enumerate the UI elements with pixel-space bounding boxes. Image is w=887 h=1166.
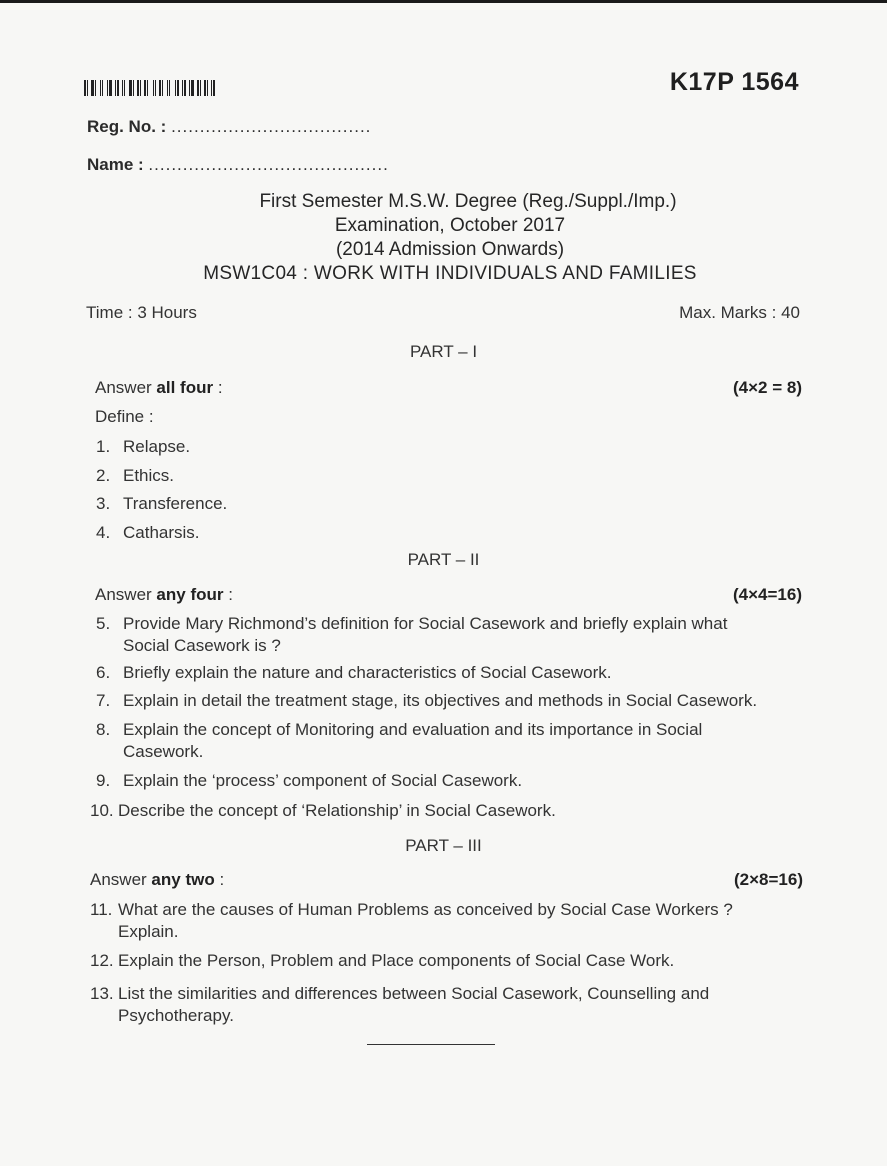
define-label: Define : [95,407,154,426]
end-rule [367,1044,495,1045]
question-number: 7. [96,691,111,710]
instruction-suffix: : [223,585,233,604]
title-line-2: Examination, October 2017 [334,215,566,236]
question-number: 9. [96,771,111,790]
part-2-marks: (4×4=16) [733,585,802,604]
question-text: What are the causes of Human Problems as conceived by Social Case Workers ? Explain. [118,900,733,941]
question-text: Describe the concept of ‘Relationship’ in Social Casework. [118,801,556,820]
question-8 [96,719,776,763]
paper-code: K17P 1564 [669,68,799,96]
question-text: Ethics. [123,466,175,485]
part-1-marks: (4×2 = 8) [733,378,802,397]
part-3-instruction-text [90,870,224,890]
name-field [87,155,389,175]
part-3-instruction [90,870,803,890]
instruction-bold: any two [151,870,215,889]
instruction-prefix: Answer [90,870,152,889]
part-3-heading: PART – III [405,836,482,855]
scan-edge [0,0,887,3]
question-number: 13. [90,984,114,1003]
barcode-icon [84,80,246,96]
question-number: 5. [96,614,111,633]
exam-meta [86,303,800,323]
question-10 [90,800,776,822]
part-3-marks: (2×8=16) [734,870,803,889]
name-label: Name : [87,155,144,174]
instruction-bold: any four [156,585,224,604]
question-text: Relapse. [123,437,191,456]
question-text: Transference. [123,494,228,513]
question-9 [96,770,776,792]
question-text: Catharsis. [123,523,200,542]
question-12 [90,950,776,972]
question-number: 8. [96,720,111,739]
question-number: 2. [96,466,111,485]
time-label: Time : 3 Hours [86,303,197,322]
reg-no-field [87,117,371,137]
max-marks-label: Max. Marks : 40 [679,303,800,322]
question-number: 6. [96,663,111,682]
question-text: Explain in detail the treatment stage, its objectives and methods in Social Casework. [123,691,758,710]
part-2-instruction-text [95,585,233,605]
question-number: 12. [90,951,114,970]
reg-no-dots: ................................... [171,117,372,136]
question-text: Explain the Person, Problem and Place components of Social Case Work. [118,951,675,970]
exam-title [120,190,780,286]
question-text: Explain the concept of Monitoring and evaluation and its importance in Social Casework. [123,720,703,761]
question-text: List the similarities and differences between Social Casework, Counselling and Psychotherapy. [118,984,710,1025]
instruction-suffix: : [213,378,223,397]
question-13 [90,983,776,1027]
part-1-instruction-text [95,378,223,398]
instruction-suffix: : [214,870,225,889]
question-3 [96,493,776,515]
part-1-heading: PART – I [409,342,478,361]
question-2 [96,465,776,487]
reg-no-label: Reg. No. : [87,117,167,136]
question-1 [96,436,776,458]
question-4 [96,522,776,544]
question-number: 3. [96,494,111,513]
question-text: Briefly explain the nature and characteristics of Social Casework. [123,663,612,682]
instruction-bold: all four [156,378,214,397]
question-5 [96,613,776,657]
question-6 [96,662,776,684]
question-7 [96,690,776,712]
question-text: Explain the ‘process’ component of Social Casework. [123,771,523,790]
instruction-prefix: Answer [95,378,157,397]
question-number: 10. [90,801,114,820]
question-11 [90,899,776,943]
name-dots: .......................................... [148,155,389,174]
title-line-3: (2014 Admission Onwards) [335,239,565,260]
part-2-instruction [95,585,802,605]
question-text: Provide Mary Richmond’s definition for Social Casework and briefly explain what Social Casework is ? [123,614,728,655]
question-number: 11. [90,900,113,919]
title-line-1: First Semester M.S.W. Degree (Reg./Suppl./Imp.) [259,191,677,212]
title-line-4: MSW1C04 : WORK WITH INDIVIDUALS AND FAMILIES [203,263,697,284]
question-number: 1. [96,437,111,456]
part-1-instruction [95,378,802,398]
part-2-heading: PART – II [407,550,480,569]
question-number: 4. [96,523,111,542]
instruction-prefix: Answer [95,585,157,604]
